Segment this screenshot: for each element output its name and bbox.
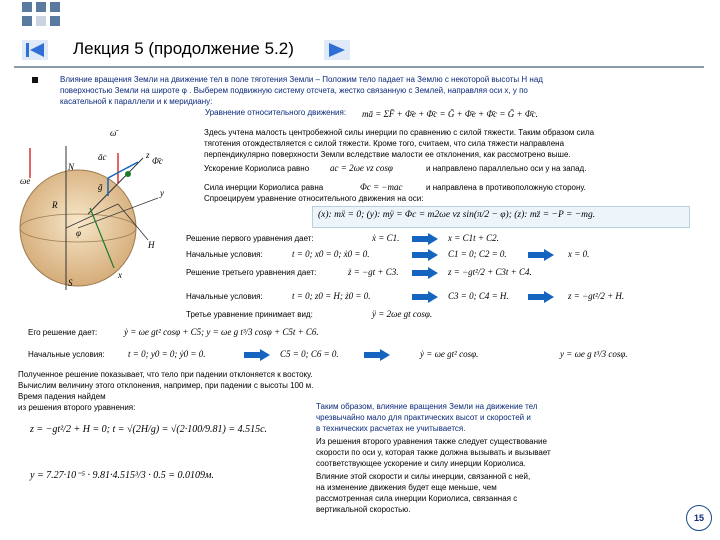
arrow-icon bbox=[244, 349, 270, 361]
summary-line: скорости по оси y, которая также должна вызывать и вызывает bbox=[316, 448, 551, 457]
arrow-icon bbox=[412, 233, 438, 245]
first-solution-a: ẋ = C1. bbox=[372, 233, 400, 243]
result-x: x = 0. bbox=[568, 249, 590, 259]
projection-label: Спроецируем уравнение относительного движения на оси: bbox=[204, 194, 424, 203]
conclusion-line: Время падения найдем bbox=[18, 392, 106, 401]
decorative-squares bbox=[0, 0, 80, 40]
arrow-icon bbox=[528, 249, 554, 261]
deflection-equation: y = 7.27·10⁻⁵ · 9.81·4.515³/3 · 0.5 = 0.0109м. bbox=[30, 470, 214, 481]
initial-conditions-2: t = 0; y0 = 0; ẏ0 = 0. bbox=[128, 349, 206, 359]
label-H: H bbox=[148, 240, 155, 250]
body-point bbox=[125, 171, 131, 177]
label-phi: φ bbox=[76, 228, 81, 238]
arrow-icon bbox=[412, 267, 438, 279]
its-solution: ẏ = ωe gt² cosφ + C5; y = ωe g t³/3 cosφ + C5t + C6. bbox=[124, 327, 319, 337]
summary-line: Таким образом, влияние вращения Земли на движение тел bbox=[316, 402, 538, 411]
coriolis-force-end: и направлена в противоположную сторону. bbox=[426, 183, 586, 192]
third-solution-b: z = −gt²/2 + C3t + C4. bbox=[448, 267, 532, 277]
summary-line: чрезвычайно мало для практических высот и скоростей и bbox=[316, 413, 531, 422]
constants-1: C1 = 0; C2 = 0. bbox=[448, 249, 507, 259]
its-solution-label: Его решение дает: bbox=[28, 328, 98, 337]
square-decor bbox=[36, 16, 46, 26]
conclusion-line: Полученное решение показывает, что тело при падении отклоняется к востоку. bbox=[18, 370, 313, 379]
square-decor bbox=[22, 16, 32, 26]
label-phi-c: Φ̄c bbox=[152, 156, 163, 166]
square-decor bbox=[50, 2, 60, 12]
summary-line: рассмотренная сила инерции Кориолиса, связанная с bbox=[316, 494, 518, 503]
motion-equation: mā = ΣF̄ + Φ̄e + Φ̄c = Ḡ + Φ̄e + Φ̄c = Ḡ + Φ̄c. bbox=[362, 109, 538, 119]
label-omega-small: ω̄ bbox=[110, 128, 117, 138]
bullet-icon bbox=[32, 77, 38, 83]
intro-line: касательной к параллели и к меридиану: bbox=[60, 97, 213, 106]
intro-line: поверхностью Земли на широте φ . Выберем подвижную систему отсчета, жестко связанную с Землей, направляя оси x, y по bbox=[60, 86, 528, 95]
result-y: y = ωe g t³/3 cosφ. bbox=[560, 349, 628, 359]
square-decor bbox=[36, 2, 46, 12]
summary-line: Влияние этой скорости и силы инерции, связанной с ней, bbox=[316, 472, 531, 481]
label-ac: āc bbox=[98, 152, 107, 162]
explanation-line: перпендикулярно поверхности Земли вследствие малости ее отклонения, как рассмотрено выше. bbox=[204, 150, 571, 159]
header-divider bbox=[14, 66, 704, 68]
coriolis-force-text: Сила инерции Кориолиса равна bbox=[204, 183, 324, 192]
third-solution-label: Решение третьего уравнения дает: bbox=[186, 268, 317, 277]
label-g: ḡ bbox=[98, 182, 103, 192]
next-slide-button[interactable] bbox=[324, 40, 350, 60]
label-R: R bbox=[52, 200, 58, 210]
arrow-icon bbox=[412, 291, 438, 303]
third-solution-a: ż = −gt + C3. bbox=[348, 267, 399, 277]
label-y: y bbox=[160, 188, 164, 198]
coriolis-accel-text: Ускорение Кориолиса равно bbox=[204, 164, 310, 173]
coriolis-force-vector bbox=[108, 162, 138, 178]
label-N: N bbox=[68, 162, 75, 172]
explanation-line: Здесь учтена малость центробежной силы инерции по сравнению с силой тяжести. Таким образом сила bbox=[204, 128, 595, 137]
result-y-dot: ẏ = ωe gt² cosφ. bbox=[420, 349, 479, 359]
summary-line: Из решения второго уравнения также следует существование bbox=[316, 437, 547, 446]
square-decor bbox=[50, 16, 60, 26]
first-solution-b: x = C1t + C2. bbox=[448, 233, 499, 243]
fall-time-equation: z = −gt²/2 + H = 0; t = √(2H/g) = √(2·100/9.81) = 4.515c. bbox=[30, 424, 268, 435]
constants-2: C5 = 0; C6 = 0. bbox=[280, 349, 339, 359]
label-omega-e: ωe bbox=[20, 176, 31, 186]
initial-conditions-3: t = 0; z0 = H; ż0 = 0. bbox=[292, 291, 371, 301]
motion-eq-label: Уравнение относительного движения: bbox=[205, 108, 347, 117]
summary-line: вертикальной скоростью. bbox=[316, 505, 411, 514]
constants-3: C3 = 0; C4 = H. bbox=[448, 291, 509, 301]
summary-line: в технических расчетах не учитывается. bbox=[316, 424, 466, 433]
initial-conditions-1: t = 0; x0 = 0; ẋ0 = 0. bbox=[292, 249, 370, 259]
label-S: S bbox=[68, 278, 73, 288]
earth-diagram bbox=[18, 118, 193, 293]
initial-conditions-label: Начальные условия: bbox=[186, 292, 263, 301]
explanation-line: тяготения отождествляется с силой тяжести. Кроме того, считаем, что сила тяжести направлена bbox=[204, 139, 565, 148]
label-x: x bbox=[118, 270, 122, 280]
first-solution-label: Решение первого уравнения дает: bbox=[186, 234, 314, 243]
initial-conditions-label: Начальные условия: bbox=[28, 350, 105, 359]
arrow-icon bbox=[412, 249, 438, 261]
title-bar bbox=[18, 38, 348, 62]
arrow-icon bbox=[528, 291, 554, 303]
coriolis-accel-formula: ac = 2ωe vz cosφ bbox=[330, 163, 393, 173]
conclusion-line: из решения второго уравнения: bbox=[18, 403, 136, 412]
result-z: z = −gt²/2 + H. bbox=[568, 291, 625, 301]
intro-line: Влияние вращения Земли на движение тел в поле тяготения Земли – Положим тело падает на Землю с некоторой высоты H над bbox=[60, 75, 543, 84]
coriolis-accel-end: и направлено параллельно оси y на запад. bbox=[426, 164, 587, 173]
third-form-label: Третье уравнение принимает вид: bbox=[186, 310, 313, 319]
summary-line: на изменение движения будет еще меньше, чем bbox=[316, 483, 497, 492]
prev-slide-button[interactable] bbox=[22, 40, 48, 60]
label-z: z bbox=[146, 150, 150, 160]
third-form-equation: ÿ = 2ωe gt cosφ. bbox=[372, 309, 433, 319]
summary-line: соответствующее ускорение и силу инерции Кориолиса. bbox=[316, 459, 526, 468]
arrow-icon bbox=[364, 349, 390, 361]
square-decor bbox=[22, 2, 32, 12]
page-number: 15 bbox=[686, 505, 712, 531]
page-title: Лекция 5 (продолжение 5.2) bbox=[73, 39, 294, 58]
initial-conditions-label: Начальные условия: bbox=[186, 250, 263, 259]
projection-equations: (x): mẍ = 0; (y): mÿ = Φc = m2ωe vz sin(π/2 − φ); (z): mz̈ = −P = −mg. bbox=[318, 210, 596, 220]
conclusion-line: Вычислим величину этого отклонения, например, при падении с высоты 100 м. bbox=[18, 381, 314, 390]
coriolis-force-formula: Φc = −mac bbox=[360, 182, 403, 192]
